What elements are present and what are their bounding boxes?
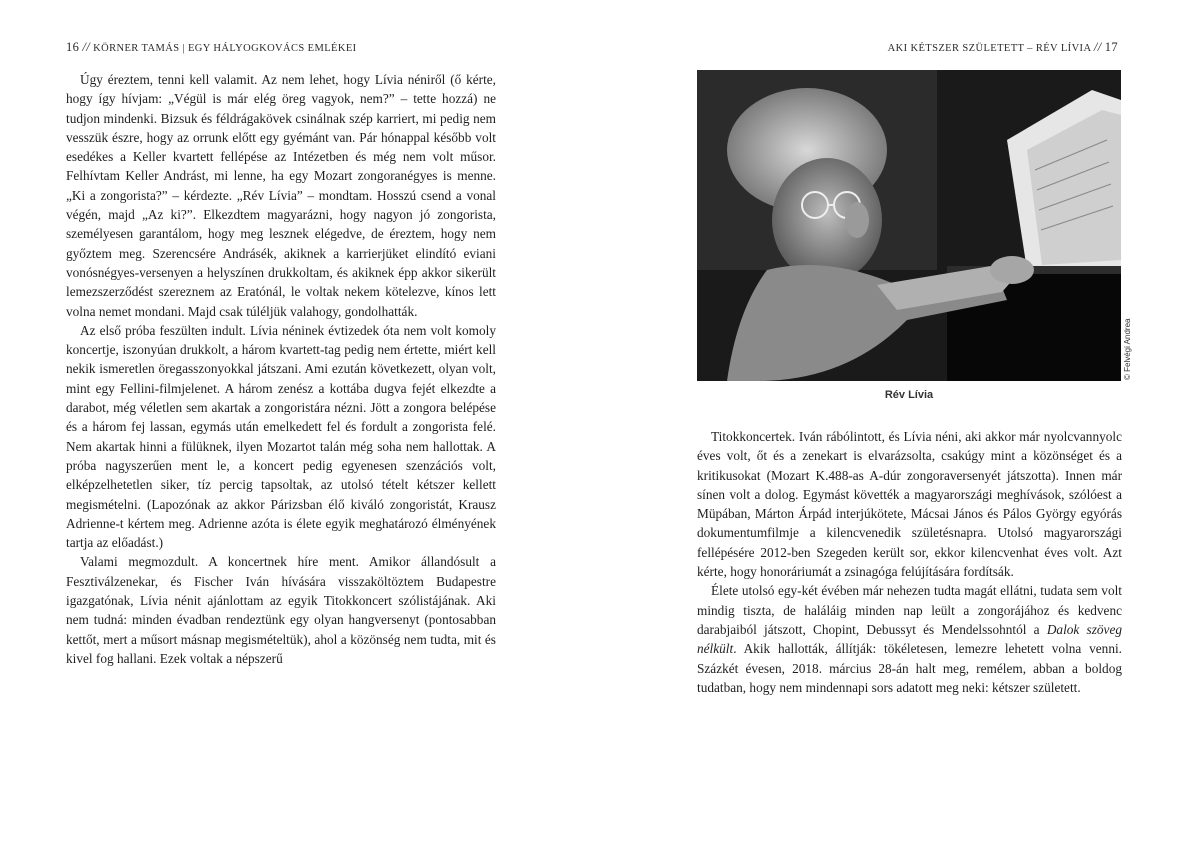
left-page-number: 16 <box>66 40 80 54</box>
right-running-head-title: AKI KÉTSZER SZÜLETETT – RÉV LÍVIA <box>887 43 1091 54</box>
photo-credit: © Felvégi Andrea <box>1123 318 1132 380</box>
right-page <box>595 0 1190 852</box>
left-paragraph-3: Valami megmozdult. A koncertnek híre ment. Amikor állandósult a Fesztiválzenekar, és Fischer Iván hívására visszaköltöztem Budapestre igazgatónak, Lívia nénit ajánlottam az egyik Titokkoncert szólistájának. Aki nem tudná: minden évadban rendeztünk egy olyan hangversenyt (pontosabban kettőt, mert a műsort másnap megismételtük), ahol a közönség nem tudta, mit és kivel fog hallani. Ezek voltak a népszerű <box>66 554 496 666</box>
left-paragraph-1: Úgy éreztem, tenni kell valamit. Az nem lehet, hogy Lívia néniről (ő kérte, hogy így hívjam: „Végül is már elég öreg vagyok, nem?” – tette hozzá) ne tudjon mindenki. Bizsuk és féldrágakövek csinálnak szép karriert, mi pedig nem vesszük észre, hogy az orrunk előtt egy gyémánt van. Pár hónappal később volt esedékes a Keller kvartett fellépése az Intézetben és még nem volt műsor. Felhívtam Keller Andrást, mi lenne, ha egy Mozart zongoranégyes is menne. „Ki a zongorista?” – kérdezte. „Rév Lívia” – mondtam. Hosszú csend a vonal végén, majd „Az ki?”. Elkezdtem magyarázni, hogy nagyon jó zongorista, személyesen garantálom, hogy meg lesznek elégedve, de éreztem, hogy nem győztem meg. Szerencsére Andrásék, akiknek a karrierjüket elindító eviani vonósnégyes-versenyen a helyszínen drukkoltam, és akiknek épp akkor sikerült lemezszerződést szereznem az Eratónál, le voltak nekem kötelezve, kínos lett volna nemet mondani. Majd csak túléljük valahogy, gondolhatták. <box>66 72 496 319</box>
pianist-photo <box>697 70 1121 381</box>
right-paragraph-2 <box>697 581 1122 697</box>
right-head-separator: // <box>1093 40 1102 54</box>
right-page-number: 17 <box>1104 40 1118 54</box>
left-body-text <box>66 70 496 668</box>
right-paragraph-2-before: Élete utolsó egy-két évében már nehezen tudta magát ellátni, tudata sem volt mindig tiszta, de haláláig minden nap leült a zongorájához és kedvenc darabjaiból játszott, Chopint, Debussyt és Mendelssohntól a <box>697 583 1122 637</box>
left-running-head <box>66 40 357 55</box>
left-head-separator: // <box>82 40 91 54</box>
right-body-text <box>697 427 1122 697</box>
left-paragraph-2: Az első próba feszülten indult. Lívia néninek évtizedek óta nem volt komoly koncertje, iszonyúan drukkolt, a három kvartett-tag pedig nem értette, miért kell nekik ismeretlen öregasszonyokkal játszani. Ami ezután következett, olyan volt, mint egy Fellini-filmjelenet. A három zenész a kottába dugva fejét elkezdte a darabot, még véletlen sem akartak a zongoristára nézni. Jött a zongora belépése és a három fej lassan, egymás után emelkedett fel és fordult a zongorista felé. Nem akartak hinni a fülüknek, ilyen Mozartot talán még soha nem hallottak. A próba nagyszerűen ment le, a koncert pedig egyenesen szenzációs volt, elképzelhetetlen siker, tíz percig tapsoltak, az utolsó tételt kétszer kellett megismételni. (Lapozónak az akkor Párizsban élő kiváló zongoristát, Krausz Adrienne-t kértem meg. Adrienne azóta is élete egyik meghatározó élményének tartja az előadást.) <box>66 322 496 551</box>
right-running-head <box>888 40 1118 55</box>
left-running-head-title: KÖRNER TAMÁS | EGY HÁLYOGKOVÁCS EMLÉKEI <box>93 43 357 54</box>
photo-caption: Rév Lívia <box>884 389 934 401</box>
right-paragraph-1: Titokkoncertek. Iván rábólintott, és Lívia néni, aki akkor már nyolcvannyolc éves volt, őt és a zenekart is elvarázsolta, csakúgy mint a közönséget és a kritikusokat (Mozart K.488-as A-dúr zongoraversenyét játszotta). Innen már sínen volt a dolog. Egymást követték a magyarországi meghívások, szólóest a Müpában, Márton Árpád interjúkötete, Mácsai János és Pálos György egyórás dokumentumfilmje a kilencvenedik születésnapra. Utolsó magyarországi fellépésére 2012-ben Szegeden került sor, ekkor kilencvenhat éves volt. Azt kérte, hogy honoráriumát a zsinagóga felújítására fordítsák. <box>697 429 1122 580</box>
right-paragraph-2-after: . Akik hallották, állítják: tökéletesen, lemezre lehetett volna venni. Százkét évesen, 2018. március 28-án halt meg, remélem, abban a boldog tudatban, hogy nem mindennapi sors adatott meg neki: kétszer született. <box>697 641 1122 695</box>
song-title-italic: Dalok szöveg nélkült <box>697 621 1122 657</box>
